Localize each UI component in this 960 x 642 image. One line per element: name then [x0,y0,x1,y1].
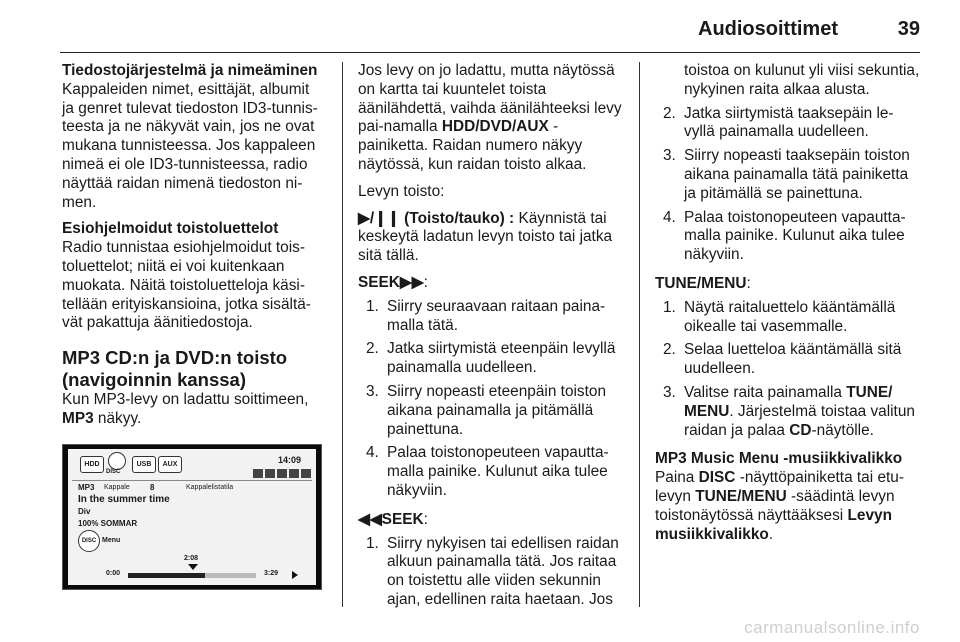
text: . [768,525,774,543]
list-item: 4. Palaa toistonopeuteen vapautta-malla painike. Kulunut aika tulee näkyviin. [663,208,906,264]
start-time: 0:00 [106,570,121,577]
song-title: In the summer time [78,494,170,505]
text: Jatka siirtymistä eteenpäin levyllä painamalla uudelleen. [387,340,616,377]
text: Levyn musiikkivalikko [655,506,892,543]
seek-forward-list [358,298,624,501]
progress-fill [128,573,205,578]
text: Selaa luetteloa kääntämällä sitä uudelleen. [684,341,902,378]
disc-icon [108,452,126,470]
text: Palaa toistonopeuteen vapautta-malla painike. Kulunut aika tulee näkyviin. [387,444,609,499]
text: Siirry nopeasti eteenpäin toiston aikana painamalla ja pitämällä painettuna. [387,382,607,438]
list-item: 2. Selaa luetteloa kääntämällä sitä uudelleen. [663,341,902,378]
list-item [655,62,923,100]
list-item: 1. Siirry nykyisen tai edellisen raidan alkuun painamalla tätä. Jos raitaa on toistettu alle viiden sekunnin ajan, edellinen raita haetaan. Jos [366,534,619,608]
position-readout: 2:08 [184,555,199,562]
text: Siirry nykyisen tai edellisen raidan alkuun painamalla tätä. Jos raitaa on toistettu alle viiden sekunnin ajan, edellinen raita haetaan. Jos [387,534,619,608]
section-title: Esiohjelmoidut toistoluettelot [62,220,279,238]
text: -säädintä levyn toistonäytössä näyttääksesi [655,487,895,524]
play-arrow-icon [292,571,298,579]
mp3-label: MP3 [78,483,95,492]
clock: 14:09 [278,455,302,465]
status-icon [253,469,263,478]
status-icons [253,469,311,478]
text: Paina [655,469,699,487]
column-1 [62,62,324,437]
player-screen-illustration [62,444,322,590]
text: Jatka siirtymistä taaksepäin le-vyllä painamalla uudelleen. [684,104,894,141]
text: MP3 [62,409,94,427]
paragraph [655,469,923,544]
text: Käynnistä tai keskeytä ladatun levyn toisto tai jatka sitä tällä. [358,209,613,265]
paragraph: Kappaleiden nimet, esittäjät, albumit ja genret tulevat tiedoston ID3-tunnis-teesta ja ne näkyvät vain, jos ne ovat mukana tunnisteessa. Jos kappaleen nimeä ei ole ID3-tunnisteessa, radio näyttää raidan nimenä tiedoston ni-men. [62,80,318,211]
subheading: SEEK▶▶: [358,273,428,291]
list-item: 2. Jatka siirtymistä eteenpäin levyllä painamalla uudelleen. [366,340,616,377]
tune-menu-label: TUNE/MENU [655,274,747,292]
progress-track [128,573,256,578]
divider [72,480,312,481]
play-pause-symbol: ▶/❙❙ [358,209,400,227]
list-item: 2. Jatka siirtymistä taaksepäin le-vyllä painamalla uudelleen. [663,104,894,141]
seek-forward-label: SEEK▶▶ [358,273,424,291]
position-marker-icon [188,564,198,570]
column-divider [342,62,343,607]
header-rule [60,52,920,53]
list-item: 3. Valitse raita painamalla TUNE/ MENU. Järjestelmä toistaa valitun raidan ja palaa CD-näytölle. [663,383,915,439]
paragraph: Radio tunnistaa esiohjelmoidut tois-toluettelot; niitä ei voi kuitenkaan muokata. Näitä toistoluetteloja käsi-tellään erityiskansioina, jotka sisältä-vät pakattuja äänitiedostoja. [62,239,311,332]
text: toistoa on kulunut yli viisi sekuntia, nykyinen raita alkaa alusta. [684,62,920,98]
hdd-button: HDD [80,456,104,473]
text: Jos levy on jo ladattu, mutta näytössä on kartta tai kuuntelet toista äänilähdettä, vaihda äänilähteeksi levy pai-namalla [358,62,622,136]
text: HDD/DVD/AUX [441,118,549,136]
text: Kun MP3-levy on ladattu soittimeen, [62,391,309,409]
artist-name: 100% SOMMAR [78,519,138,528]
list-item: 4. Palaa toistonopeuteen vapautta-malla painike. Kulunut aika tulee näkyviin. [366,444,609,499]
album-name: Div [78,507,91,516]
text: TUNE/MENU [695,487,787,505]
disc-label: DISC [106,469,121,475]
subheading: TUNE/MENU: [655,274,751,292]
text: . Järjestelmä toistaa valitun raidan ja palaa [684,402,915,439]
status-icon [277,469,287,478]
list-item: 1. Näytä raitaluettelo kääntämällä oikealle tai vasemmalle. [663,298,896,335]
status-icon [289,469,299,478]
text: TUNE/ MENU [684,383,893,420]
text: Siirry nopeasti taaksepäin toiston aikana painamalla tätä painiketta ja pitämällä se painettuna. [684,147,910,202]
list-item: 1. Siirry seuraavaan raitaan paina-malla tätä. [366,297,606,334]
list-item: 3. Siirry nopeasti eteenpäin toiston aikana painamalla ja pitämällä painettuna. [366,382,607,438]
subheading: ◀◀SEEK: [358,510,428,528]
section-heading: MP3 CD:n ja DVD:n toisto (navigoinnin kanssa) [62,347,288,391]
disc-button: DISC [78,530,100,552]
text: -näyttöpainiketta tai etu-levyn [655,469,904,505]
text: Siirry seuraavaan raitaan paina-malla tätä. [387,297,606,334]
column-3 [655,62,923,552]
text: Valitse raita painamalla [684,383,847,401]
text: -painiketta. Raidan numero näkyy näytössä, kun raidan toisto alkaa. [358,118,587,173]
paragraph [62,391,324,429]
text: CD [789,421,812,439]
status-icon [265,469,275,478]
list-item: 3. Siirry nopeasti taaksepäin toiston aikana painamalla tätä painiketta ja pitämällä se painettuna. [663,147,910,202]
list-mode-label: Kappalelistatila [186,484,234,491]
watermark: carmanualsonline.info [744,618,920,637]
menu-label: Menu [102,537,121,544]
paragraph [358,210,624,266]
seek-back-label: ◀◀SEEK [358,510,424,528]
screen-display [68,449,316,585]
track-number: 8 [150,483,155,492]
column-divider [639,62,640,607]
text: DISC [698,469,736,487]
status-icon [301,469,311,478]
page-number: 39 [897,18,920,40]
seek-back-list [358,535,624,610]
text: näkyy. [93,409,142,427]
section-title: MP3 Music Menu -musiikkivalikko [655,450,903,468]
paragraph [358,62,624,175]
paragraph: Levyn toisto: [358,182,445,200]
aux-button: AUX [158,456,182,473]
page-header [0,0,960,52]
text: Näytä raitaluettelo kääntämällä oikealle tai vasemmalle. [684,298,896,335]
text: -näytölle. [811,421,874,439]
usb-button: USB [132,456,156,473]
section-title: Tiedostojärjestelmä ja nimeäminen [62,62,318,79]
text: (Toisto/tauko) : [399,209,515,227]
tune-menu-list [655,299,923,441]
text: Palaa toistonopeuteen vapautta-malla painike. Kulunut aika tulee näkyviin. [684,208,906,264]
column-2 [358,62,624,620]
end-time: 3:29 [264,570,279,577]
chapter-title: Audiosoittimet [698,18,838,40]
seek-back-list-continued [655,62,923,265]
track-label: Kappale [104,484,130,491]
